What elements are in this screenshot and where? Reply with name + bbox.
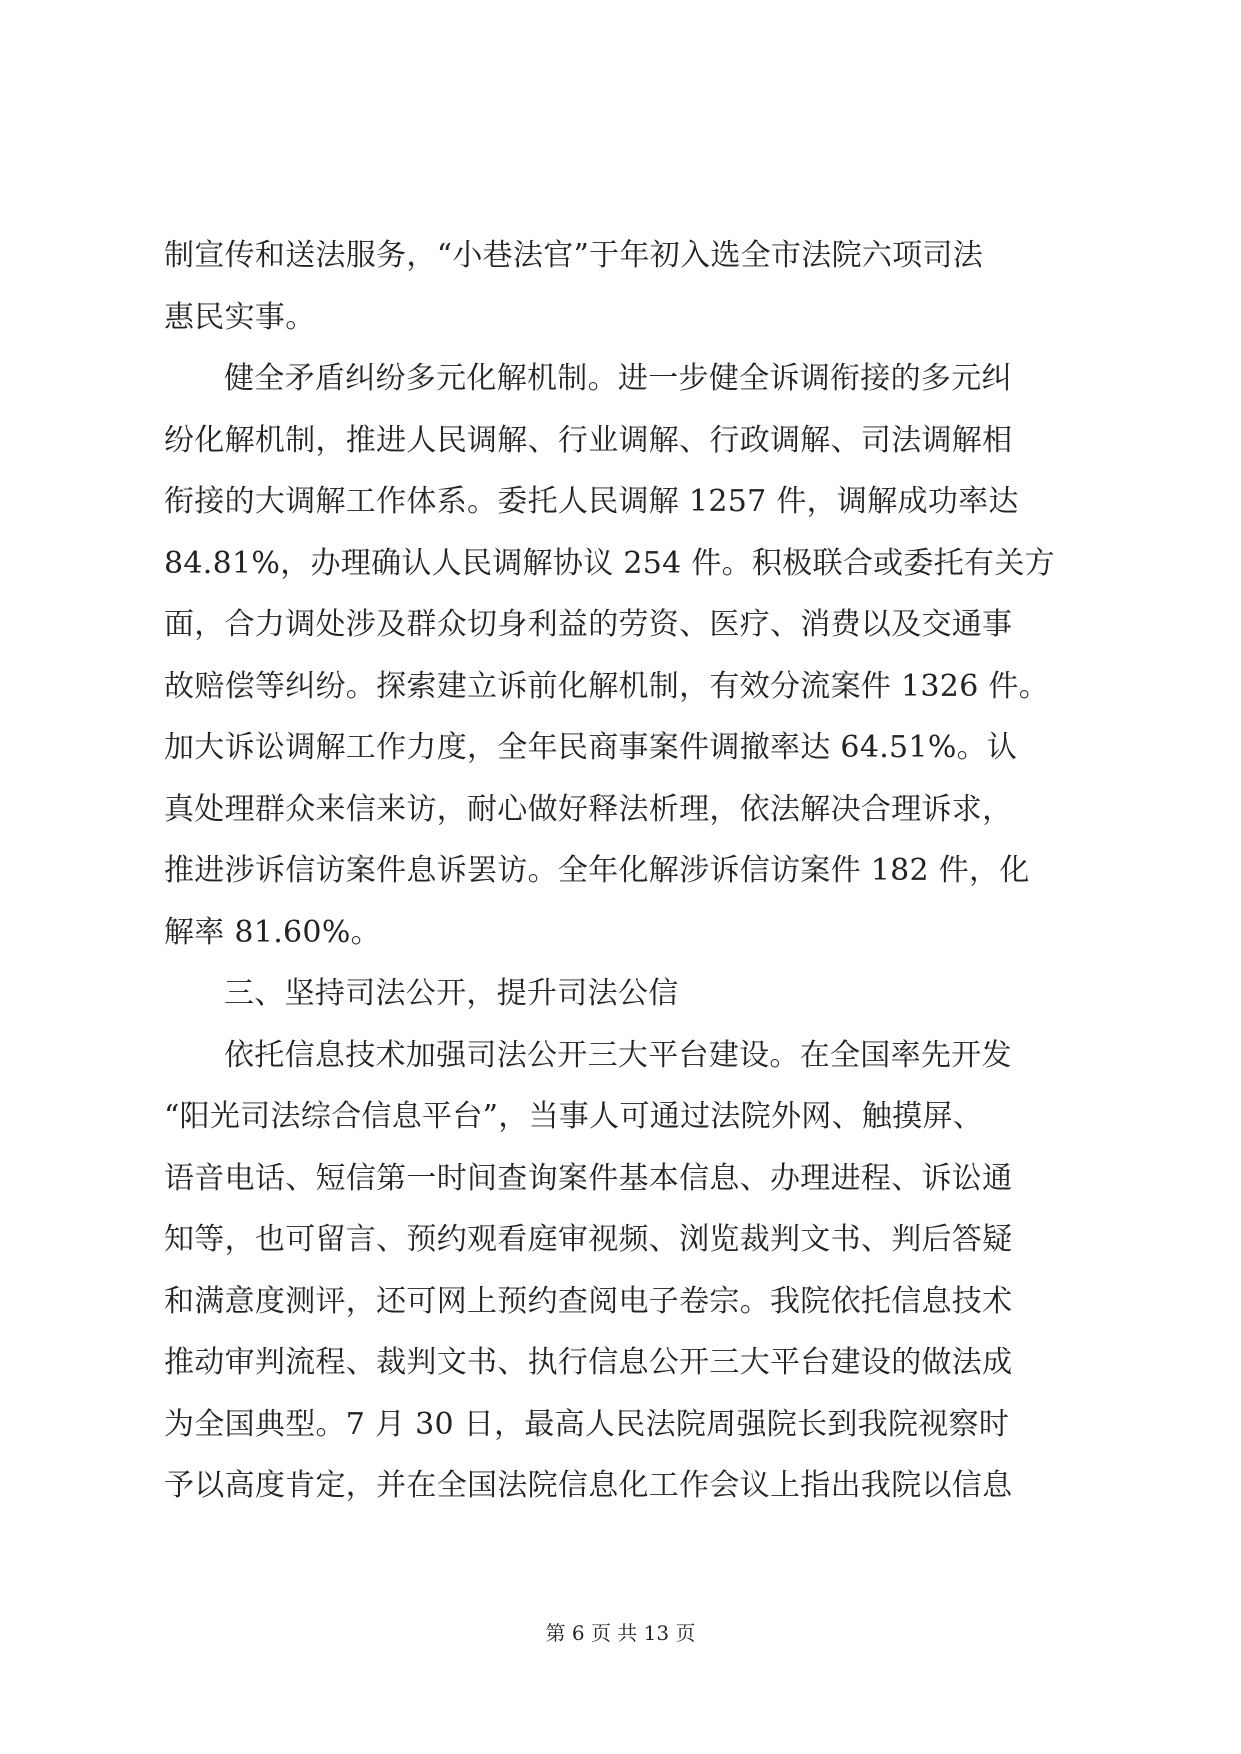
text-line: 推动审判流程、裁判文书、执行信息公开三大平台建设的做法成: [164, 1345, 1013, 1380]
text-line: 制宣传和送法服务，“小巷法官”于年初入选全市法院六项司法: [164, 238, 984, 273]
text-line: 推进涉诉信访案件息诉罢访。全年化解涉诉信访案件 182 件，化: [164, 853, 1030, 888]
text-line: 三、坚持司法公开，提升司法公信: [224, 976, 679, 1011]
text-line: 依托信息技术加强司法公开三大平台建设。在全国率先开发: [224, 1037, 1012, 1073]
body-text: [164, 225, 1084, 1517]
text-line: 故赔偿等纠纷。探索建立诉前化解机制，有效分流案件 1326 件。: [164, 668, 1050, 704]
text-line: 加大诉讼调解工作力度，全年民商事案件调撤率达 64.51%。认: [164, 730, 1018, 765]
text-line: 84.81%，办理确认人民调解协议 254 件。积极联合或委托有关方: [164, 545, 1055, 581]
text-line: “阳光司法综合信息平台”，当事人可通过法院外网、触摸屏、: [164, 1099, 984, 1134]
text-line: 解率 81.60%。: [164, 914, 381, 950]
text-line: 衔接的大调解工作体系。委托人民调解 1257 件，调解成功率达: [164, 484, 1019, 519]
text-line: 语音电话、短信第一时间查询案件基本信息、办理进程、诉讼通: [164, 1160, 1013, 1196]
text-line: 真处理群众来信来访，耐心做好释法析理，依法解决合理诉求，: [164, 791, 1013, 827]
text-line: 予以高度肯定，并在全国法院信息化工作会议上指出我院以信息: [164, 1468, 1013, 1503]
text-line: 面，合力调处涉及群众切身利益的劳资、医疗、消费以及交通事: [164, 607, 1013, 642]
text-line: 纷化解机制，推进人民调解、行业调解、行政调解、司法调解相: [164, 422, 1013, 458]
text-line: 惠民实事。: [164, 299, 316, 335]
page-footer: 第 6 页 共 13 页: [545, 1621, 696, 1645]
text-line: 为全国典型。7 月 30 日，最高人民法院周强院长到我院视察时: [164, 1406, 1010, 1442]
text-line: 健全矛盾纠纷多元化解机制。进一步健全诉调衔接的多元纠: [224, 361, 1012, 396]
text-line: 知等，也可留言、预约观看庭审视频、浏览裁判文书、判后答疑: [164, 1222, 1013, 1257]
text-line: 和满意度测评，还可网上预约查阅电子卷宗。我院依托信息技术: [164, 1283, 1013, 1319]
